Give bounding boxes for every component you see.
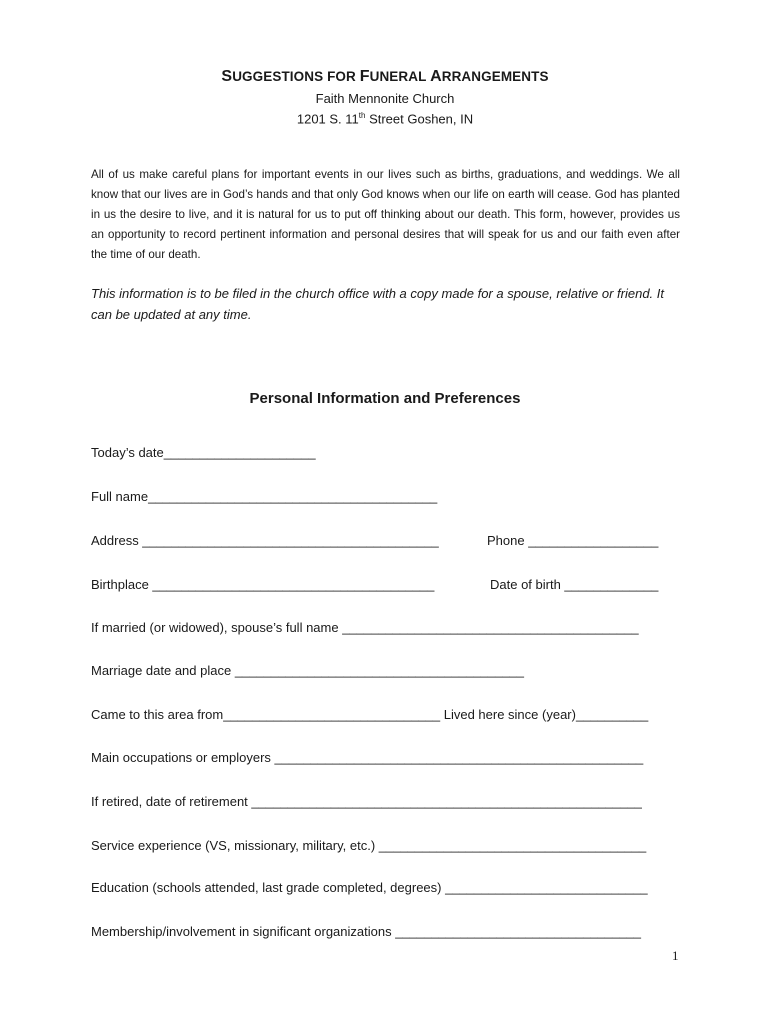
document-title (0, 68, 770, 86)
address-field[interactable]: Address _________________________________________ (91, 533, 439, 548)
title-part: RRANGEMENTS (441, 69, 549, 84)
address-text: Street Goshen, IN (365, 111, 474, 127)
title-part: A (430, 68, 442, 85)
education-field[interactable]: Education (schools attended, last grade completed, degrees) ____________________________ (91, 880, 648, 895)
title-part: UGGESTIONS FOR (232, 69, 360, 84)
marriage-date-place-field[interactable]: Marriage date and place ________________________________________ (91, 663, 525, 678)
spouse-name-field[interactable]: If married (or widowed), spouse’s full name _________________________________________ (91, 620, 639, 635)
service-experience-field[interactable]: Service experience (VS, missionary, military, etc.) _____________________________________ (91, 838, 647, 853)
section-title: Personal Information and Preferences (249, 390, 521, 407)
church-address (0, 111, 770, 126)
title-part: S (221, 68, 233, 85)
title-part: UNERAL (369, 69, 431, 84)
phone-field[interactable]: Phone __________________ (487, 533, 659, 548)
full-name-field[interactable]: Full name________________________________________ (91, 489, 438, 504)
date-of-birth-field[interactable]: Date of birth _____________ (490, 577, 659, 592)
retirement-date-field[interactable]: If retired, date of retirement ______________________________________________________ (91, 794, 642, 809)
church-name: Faith Mennonite Church (315, 91, 455, 106)
title-part: F (359, 68, 370, 85)
todays-date-field[interactable]: Today’s date_____________________ (91, 445, 316, 460)
occupations-field[interactable]: Main occupations or employers ___________________________________________________ (91, 750, 644, 765)
intro-paragraph: All of us make careful plans for important events in our lives such as births, graduations, and weddings. We all know that our lives are in God’s hands and that only God knows when our life on earth will cease. God has planted in us the desire to live, and it is natural for us to put off thinking about our death. This form, however, provides us an opportunity to record pertinent information and personal desires that will speak for us and our faith even after the time of our death. (91, 168, 680, 261)
filing-note: This information is to be filed in the church office with a copy made for a spouse, relative or friend. It can be updated at any time. (91, 286, 665, 322)
membership-field[interactable]: Membership/involvement in significant organizations __________________________________ (91, 924, 642, 939)
came-from-field[interactable]: Came to this area from______________________________ Lived here since (year)__________ (91, 707, 649, 722)
address-text: 1201 S. 11 (296, 111, 359, 127)
address-superscript: th (358, 111, 366, 120)
page-number: 1 (672, 948, 679, 963)
birthplace-field[interactable]: Birthplace _______________________________________ (91, 577, 435, 592)
